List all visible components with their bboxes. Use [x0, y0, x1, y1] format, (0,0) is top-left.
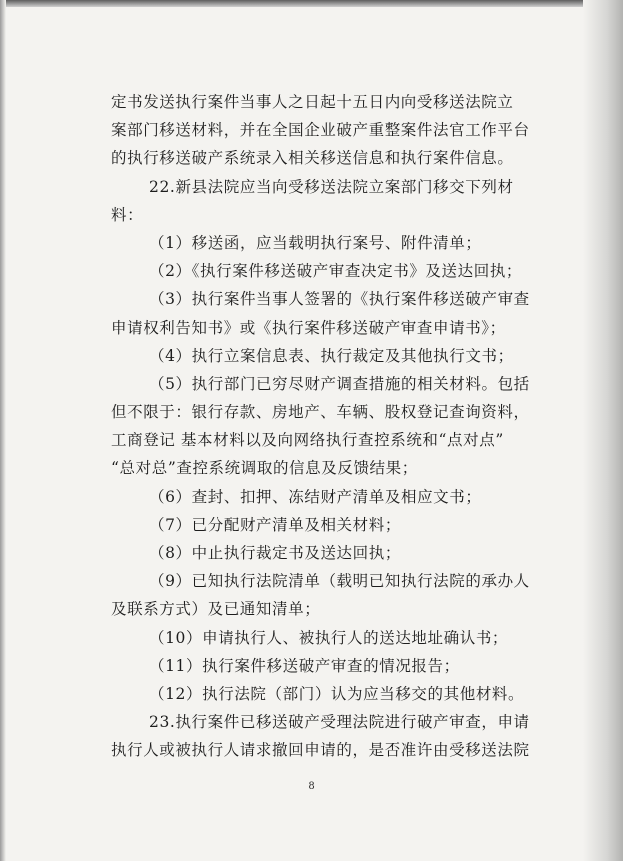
scan-right-shadow: [583, 0, 623, 861]
text-line: 23.执行案件已移送破产受理法院进行破产审查，申请: [149, 713, 530, 732]
text-line: 22.新县法院应当向受移送法院立案部门移交下列材: [149, 177, 514, 196]
text-line: （10）申请执行人、被执行人的送达地址确认书；: [149, 628, 509, 647]
text-line: （3）执行案件当事人签署的《执行案件移送破产审查: [149, 290, 530, 309]
scan-top-shadow: [0, 0, 623, 7]
text-line: 但不限于：银行存款、房地产、车辆、股权登记查询资料，: [111, 403, 530, 422]
text-line: 定书发送执行案件当事人之日起十五日内向受移送法院立: [111, 93, 514, 111]
page-number: 8: [308, 781, 315, 792]
text-line: 料：: [111, 205, 144, 224]
text-line: 及联系方式）及已通知清单；: [111, 600, 321, 619]
text-line: （5）执行部门已穷尽财产调查措施的相关材料。包括: [149, 374, 530, 393]
text-line: （8）中止执行裁定书及送达回执；: [149, 544, 401, 562]
text-line: （9）已知执行法院清单（载明已知执行法院的承办人: [149, 572, 530, 591]
text-line: 申请权利告知书》或《执行案件移送破产审查申请书》；: [111, 318, 506, 337]
text-line: 执行人或被执行人请求撤回申请的，是否准许由受移送法院: [111, 741, 530, 760]
text-line: （12）执行法院（部门）认为应当移交的其他材料。: [149, 684, 525, 703]
text-line: （11）执行案件移送破产审查的情况报告；: [149, 656, 460, 675]
text-line: （2）《执行案件移送破产审查决定书》及送达回执；: [149, 262, 523, 281]
text-line: 的执行移送破产系统录入相关移送信息和执行案件信息。: [111, 149, 514, 168]
scan-left-shadow: [0, 0, 6, 861]
text-line: （4）执行立案信息表、执行裁定及其他执行文书；: [149, 346, 514, 365]
body-text: [111, 88, 541, 765]
text-line: 案部门移送材料，并在全国企业破产重整案件法官工作平台: [111, 121, 530, 140]
text-line: “总对总”查控系统调取的信息及反馈结果；: [111, 459, 418, 478]
text-line: （1）移送函，应当载明执行案号、附件清单；: [149, 233, 482, 252]
text-line: 工商登记 基本材料以及向网络执行查控系统和“点对点”: [111, 431, 504, 450]
text-line: （6）查封、扣押、冻结财产清单及相应文书；: [149, 487, 482, 506]
text-line: （7）已分配财产清单及相关材料；: [149, 515, 401, 534]
